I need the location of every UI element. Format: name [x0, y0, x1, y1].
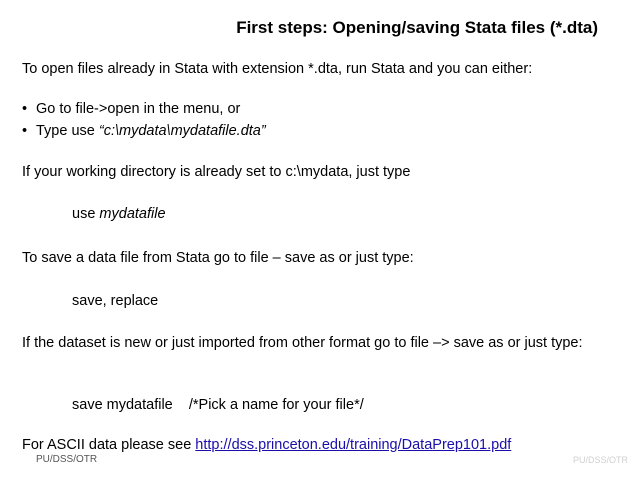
workdir-text: If your working directory is already set to c:\mydata, just type: [22, 164, 411, 180]
dataprep-link[interactable]: http://dss.princeton.edu/training/DataPrep101.pdf: [195, 437, 512, 453]
bullet-item-1: [22, 100, 240, 118]
save-text: To save a data file from Stata go to file – save as or just type:: [22, 250, 414, 266]
use-command: [72, 205, 166, 223]
bullet-2-path: “c:\mydata\mydatafile.dta”: [98, 123, 266, 139]
new-dataset-text: If the dataset is new or just imported from other format go to file –> save as or just type:: [22, 335, 583, 351]
footer-right: PU/DSS/OTR: [572, 455, 628, 465]
save-mydatafile-command: save mydatafile /*Pick a name for your file*/: [72, 397, 364, 413]
slide-title: First steps: Opening/saving Stata files (*.dta): [236, 18, 598, 37]
bullet-2-text: Type use: [36, 123, 99, 139]
intro-text: To open files already in Stata with extension *.dta, run Stata and you can either:: [22, 61, 533, 77]
use-command-prefix: use: [72, 206, 100, 222]
save-replace-command: save, replace: [72, 293, 159, 309]
bullet-icon: •: [22, 101, 28, 117]
footer-left: PU/DSS/OTR: [36, 454, 98, 465]
ascii-line: [22, 436, 511, 454]
bullet-1-text: Go to file->open in the menu, or: [36, 101, 241, 117]
use-command-file: mydatafile: [99, 206, 166, 222]
ascii-prefix: For ASCII data please see: [22, 437, 196, 453]
bullet-item-2: [22, 122, 266, 140]
bullet-icon: •: [22, 123, 28, 139]
